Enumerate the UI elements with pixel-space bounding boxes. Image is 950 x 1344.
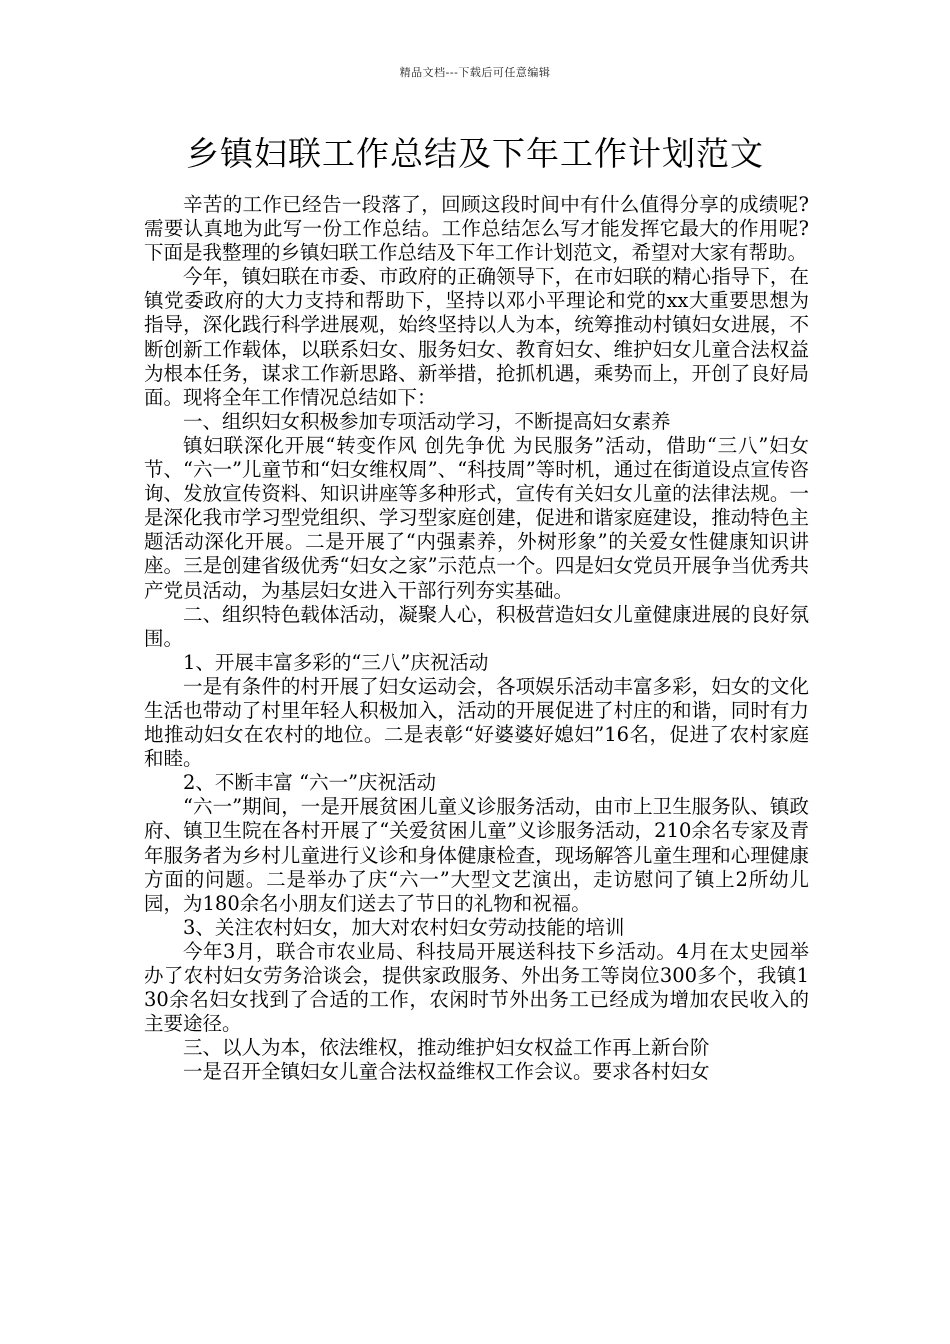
paragraph: “六一”期间，一是开展贫困儿童义诊服务活动，由市上卫生服务队、镇政府、镇卫生院在各村开展了“关爱贫困儿童”义诊服务活动，210余名专家及青年服务者为乡村儿童进行义诊和身体健康检查，现场解答儿童生理和心理健康方面的问题。二是举办了庆“六一”大型文艺演出，走访慰问了镇上2所幼儿园，为180余名小朋友们送去了节日的礼物和祝福。 (144, 795, 809, 915)
paragraph: 今年，镇妇联在市委、市政府的正确领导下，在市妇联的精心指导下，在镇党委政府的大力支持和帮助下，坚持以邓小平理论和党的xx大重要思想为指导，深化践行科学进展观，始终坚持以人为本，统筹推动村镇妇女进展，不断创新工作载体，以联系妇女、服务妇女、教育妇女、维护妇女儿童合法权益为根本任务，谋求工作新思路、新举措，抢抓机遇，乘势而上，开创了良好局面。现将全年工作情况总结如下： (144, 265, 809, 409)
subsection-heading: 2、不断丰富 “六一”庆祝活动 (183, 771, 437, 795)
paragraph: 今年3月，联合市农业局、科技局开展送科技下乡活动。4月在太史园举办了农村妇女劳务洽谈会，提供家政服务、外出务工等岗位300多个，我镇130余名妇女找到了合适的工作，农闲时节外出务工已经成为增加农民收入的主要途径。 (144, 939, 809, 1036)
header-note: 精品文档---下载后可任意编辑 (399, 66, 551, 79)
document-title: 乡镇妇联工作总结及下年工作计划范文 (186, 134, 764, 173)
document-body (144, 193, 809, 1084)
paragraph: 镇妇联深化开展“转变作风 创先争优 为民服务”活动，借助“三八”妇女节、“六一”儿童节和“妇女维权周”、“科技周”等时机，通过在街道设点宣传咨询、发放宣传资料、知识讲座等多种形式，宣传有关妇女儿童的法律法规。一是深化我市学习型党组织、学习型家庭创建，促进和谐家庭建设，推动特色主题活动深化开展。二是开展了“内强素养，外树形象”的关爱女性健康知识讲座。三是创建省级优秀“妇女之家”示范点一个。四是妇女党员开展争当优秀共产党员活动，为基层妇女进入干部行列夯实基础。 (144, 433, 809, 602)
section-heading: 一、组织妇女积极参加专项活动学习，不断提高妇女素养 (183, 409, 671, 433)
section-heading: 二、组织特色载体活动，凝聚人心，积极营造妇女儿童健康进展的良好氛围。 (144, 602, 809, 650)
paragraph: 一是有条件的村开展了妇女运动会，各项娱乐活动丰富多彩，妇女的文化生活也带动了村里年轻人积极加入，活动的开展促进了村庄的和谐，同时有力地推动妇女在农村的地位。二是表彰“好婆婆好媳妇”16名，促进了农村家庭和睦。 (144, 674, 809, 771)
subsection-heading: 1、开展丰富多彩的“三八”庆祝活动 (183, 650, 489, 674)
paragraph: 一是召开全镇妇女儿童合法权益维权工作会议。要求各村妇女 (183, 1060, 710, 1084)
paragraph: 辛苦的工作已经告一段落了，回顾这段时间中有什么值得分享的成绩呢?需要认真地为此写一份工作总结。工作总结怎么写才能发挥它最大的作用呢?下面是我整理的乡镇妇联工作总结及下年工作计划范文，希望对大家有帮助。 (144, 193, 809, 265)
subsection-heading: 3、关注农村妇女，加大对农村妇女劳动技能的培训 (183, 915, 625, 939)
section-heading: 三、以人为本，依法维权，推动维护妇女权益工作再上新台阶 (183, 1036, 710, 1060)
